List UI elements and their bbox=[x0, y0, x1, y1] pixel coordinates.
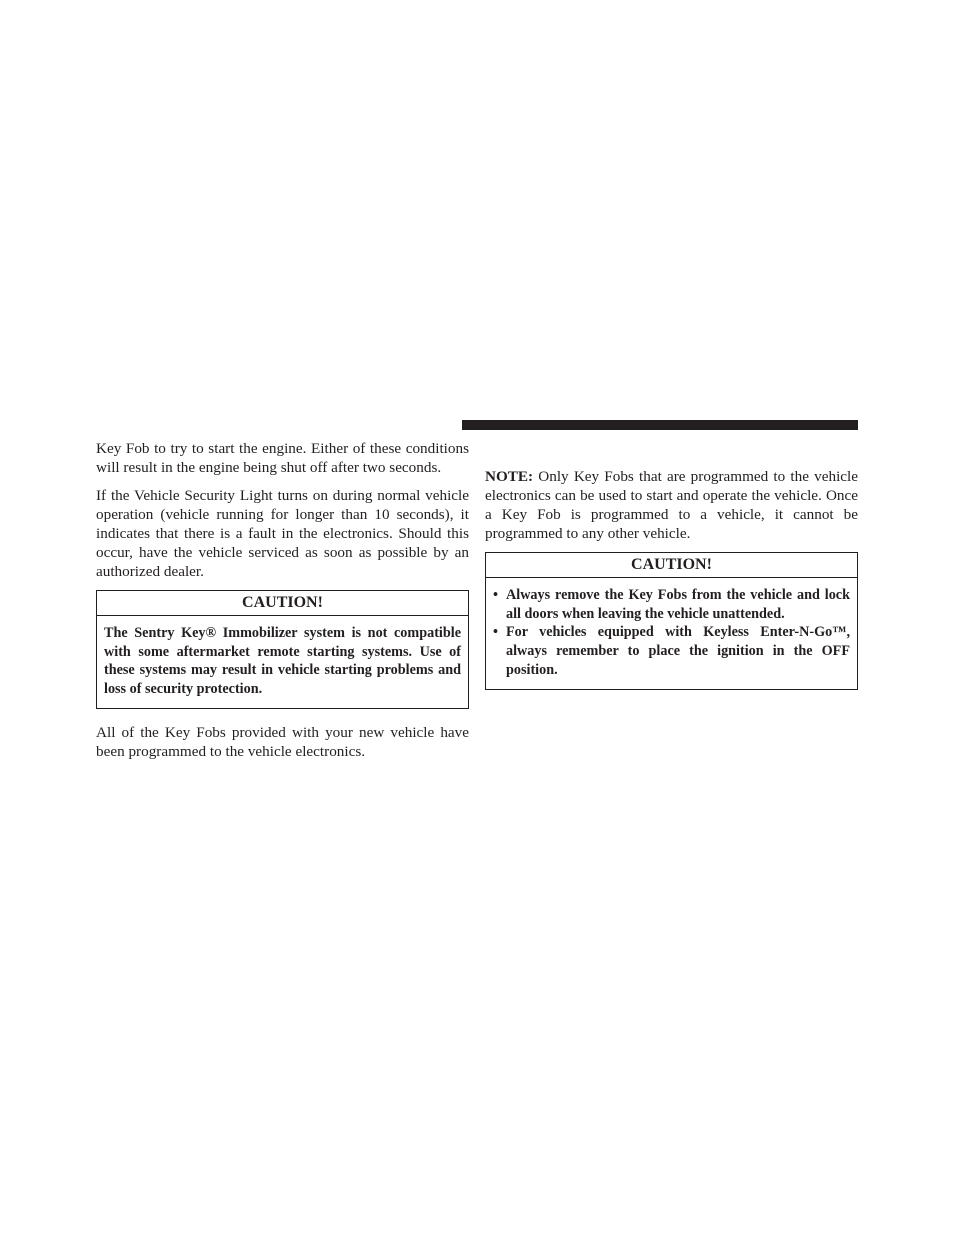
paragraph-engine-shutoff: Key Fob to try to start the engine. Either of these conditions will result in the engine being shut off after two seconds. bbox=[96, 440, 469, 476]
note-paragraph bbox=[485, 467, 858, 543]
caution-list-item: • Always remove the Key Fobs from the vehicle and lock all doors when leaving the vehicle unattended. bbox=[493, 586, 850, 623]
note-label: NOTE: bbox=[485, 468, 534, 485]
caution-list bbox=[493, 586, 850, 680]
caution-text: The Sentry Key® Immobilizer system is not compatible with some aftermarket remote starting systems. Use of these systems may result in vehicle starting problems and loss of security protection. bbox=[104, 625, 461, 698]
right-column bbox=[485, 467, 858, 704]
left-column bbox=[96, 439, 469, 770]
note-text: Only Key Fobs that are programmed to the vehicle electronics can be used to start and operate the vehicle. Once a Key Fob is programmed to a vehicle, it cannot be programmed to any other vehicle. bbox=[485, 468, 858, 542]
caution-box-key-fobs bbox=[485, 552, 858, 690]
caution-title: CAUTION! bbox=[97, 591, 468, 616]
caution-title: CAUTION! bbox=[486, 553, 857, 578]
paragraph-key-fobs-programmed: All of the Key Fobs provided with your new vehicle have been programmed to the vehicle electronics. bbox=[96, 723, 469, 760]
caution-list-item: • For vehicles equipped with Keyless Enter-N-Go™, always remember to place the ignition in the OFF position. bbox=[493, 623, 850, 679]
section-header-bar bbox=[462, 420, 858, 430]
paragraph-security-light-fault: If the Vehicle Security Light turns on during normal vehicle operation (vehicle running for longer than 10 seconds), it indicates that there is a fault in the electronics. Should this occur, have the vehicle serviced as soon as possible by an authorized dealer. bbox=[96, 487, 469, 580]
caution-body bbox=[486, 578, 857, 689]
caution-box-immobilizer bbox=[96, 590, 469, 709]
